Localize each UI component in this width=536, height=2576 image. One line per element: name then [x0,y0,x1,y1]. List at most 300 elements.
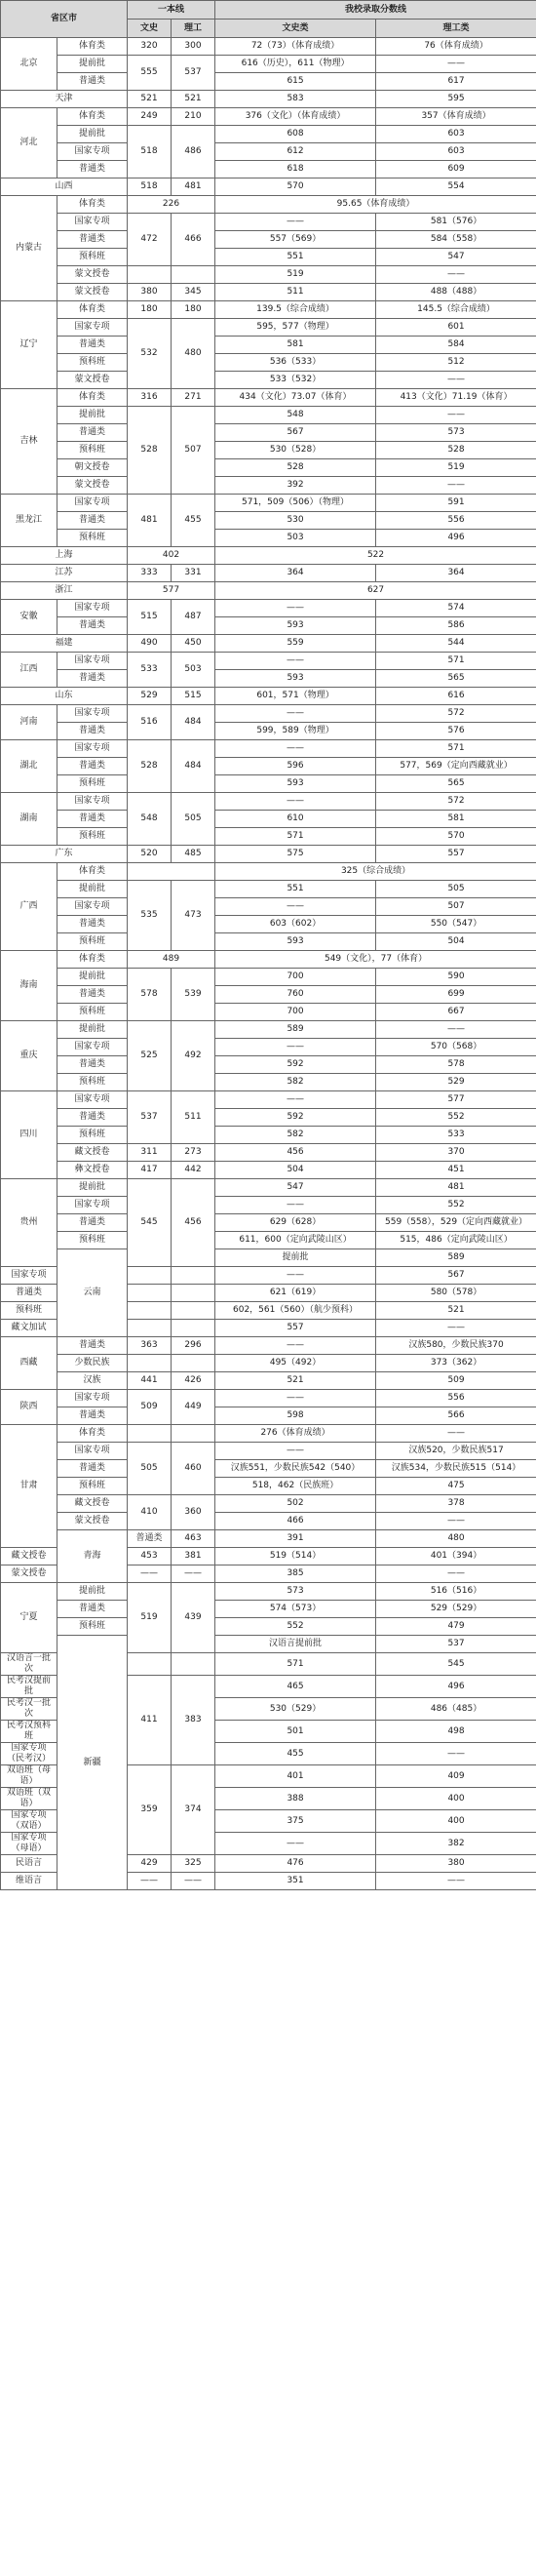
category-cell: 国家专项 [57,898,128,916]
category-cell: 国家专项 [1,1267,57,1285]
category-cell: 藏文授卷 [57,1495,128,1513]
category-cell: 国家专项 [57,495,128,512]
first-batch-wen-cell: 333 [128,565,172,582]
province-cell: 福建 [1,635,128,653]
first-batch-wen-cell: 509 [128,1390,172,1425]
school-line-li-cell: 378 [376,1495,536,1513]
first-batch-cell: 402 [128,547,215,565]
first-batch-li-cell: 481 [172,178,215,196]
table-row [1,793,536,811]
school-line-li-cell: 145.5（综合成绩） [376,301,536,319]
first-batch-wen-cell [128,1285,172,1302]
first-batch-cell: 489 [128,951,215,969]
table-row [1,1636,536,1653]
school-line-wen-cell: 582 [215,1127,376,1144]
school-line-wen-cell: 501 [215,1721,376,1743]
first-batch-li-cell: 484 [172,740,215,793]
category-cell: 提前批 [57,969,128,986]
category-cell: 提前批 [57,407,128,424]
table-row [1,1530,536,1548]
first-batch-li-cell: 473 [172,881,215,951]
school-line-li-cell: 603 [376,143,536,161]
school-line-li-cell: —— [376,1565,536,1583]
school-line-li-cell: —— [376,56,536,73]
category-cell: 普通类 [57,758,128,775]
province-cell: 云南 [57,1249,128,1337]
category-cell: 提前批 [57,56,128,73]
school-line-wen-cell: 700 [215,969,376,986]
category-cell: 汉语言一批次 [1,1653,57,1676]
first-batch-wen-cell [128,266,172,284]
category-cell: 双语班（双语） [1,1788,57,1810]
table-row [1,916,536,933]
category-cell: 民考汉预科班 [1,1721,57,1743]
school-line-wen-cell: 551 [215,249,376,266]
header-like: 理工类 [376,20,536,38]
table-row [1,319,536,337]
school-line-wen-cell: 575 [215,846,376,863]
table-row [1,617,536,635]
category-cell: 普通类 [57,512,128,530]
school-line-li-cell: 373（362） [376,1355,536,1372]
category-cell: 国家专项 [57,1039,128,1056]
category-cell: 体育类 [57,108,128,126]
first-batch-li-cell: 515 [172,688,215,705]
school-line-li-cell: 576 [376,723,536,740]
table-row [1,1407,536,1425]
category-cell: 国家专项 [57,214,128,231]
table-row [1,1144,536,1162]
province-cell: 吉林 [1,389,57,495]
school-line-wen-cell: —— [215,1390,376,1407]
school-line-wen-cell: 480 [376,1530,536,1548]
school-line-li-cell: 559（558），529（定向西藏就业） [376,1214,536,1232]
first-batch-wen-cell [128,1320,172,1337]
first-batch-wen-cell: 532 [128,319,172,389]
table-row [1,1443,536,1460]
school-line-wen-cell: 528 [215,459,376,477]
school-line-wen-cell: 519 [215,266,376,284]
school-line-wen-cell: 392 [215,477,376,495]
category-cell: 普通类 [128,1530,172,1548]
category-cell: 普通类 [57,1601,128,1618]
school-line-wen-cell: 593 [215,670,376,688]
school-line-li-cell: 479 [376,1618,536,1636]
school-line-wen-cell: 618 [215,161,376,178]
table-row [1,1390,536,1407]
first-batch-cell: 577 [128,582,215,600]
school-line-li-cell: 汉族580，少数民族370 [376,1337,536,1355]
table-row [1,1214,536,1232]
first-batch-li-cell [172,1425,215,1443]
first-batch-li-cell: 503 [172,653,215,688]
first-batch-wen-cell: 518 [128,126,172,178]
school-line-li-cell: 577，569（定向西藏就业） [376,758,536,775]
school-line-li-cell: 572 [376,793,536,811]
school-line-wen-cell: 621（619） [215,1285,376,1302]
header-school-line: 我校录取分数线 [215,1,536,20]
school-line-li-cell: 486（485） [376,1698,536,1721]
school-line-wen-cell: 533（532） [215,372,376,389]
table-row [1,442,536,459]
first-batch-li-cell: 345 [172,284,215,301]
school-line-li-cell: 550（547） [376,916,536,933]
school-line-li-cell: 400 [376,1810,536,1833]
first-batch-wen-cell: 518 [128,178,172,196]
first-batch-li-cell: 391 [215,1530,376,1548]
school-line-wen-cell: 599，589（物理） [215,723,376,740]
school-line-li-cell: 544 [376,635,536,653]
category-cell: 藏文加试 [1,1320,57,1337]
first-batch-li-cell [172,1302,215,1320]
school-line-wen-cell: 582 [215,1074,376,1091]
category-cell: 国家专项 [57,793,128,811]
table-row [1,1337,536,1355]
table-row [1,1425,536,1443]
school-line-wen-cell: 595，577（物理） [215,319,376,337]
first-batch-wen-cell: 481 [128,495,172,547]
first-batch-li-cell: 480 [172,319,215,389]
school-line-li-cell: —— [376,477,536,495]
school-line-li-cell: 699 [376,986,536,1004]
category-cell: 提前批 [57,881,128,898]
first-batch-wen-cell: 525 [128,1021,172,1091]
first-batch-li-cell: 210 [172,108,215,126]
first-batch-li-cell: 180 [172,301,215,319]
table-row [1,740,536,758]
school-line-li-cell: 515，486（定向武陵山区） [376,1232,536,1249]
school-line-li-cell: 574 [376,600,536,617]
category-cell: 国家专项 [57,600,128,617]
first-batch-li-cell: 537 [172,56,215,91]
school-line-li-cell: 451 [376,1162,536,1179]
category-cell: 提前批 [57,1021,128,1039]
table-row [1,1074,536,1091]
category-cell: 普通类 [1,1285,57,1302]
first-batch-li-cell [172,1285,215,1302]
table-row [1,688,536,705]
first-batch-wen-cell: 529 [128,688,172,705]
table-row [1,1355,536,1372]
province-cell: 青海 [57,1530,128,1583]
school-line-li-cell: 571 [376,740,536,758]
table-row [1,266,536,284]
first-batch-li-cell: 360 [172,1495,215,1530]
first-batch-wen-cell: 490 [128,635,172,653]
school-line-wen-cell: 592 [215,1056,376,1074]
category-cell: 预科班 [57,1232,128,1249]
category-cell: 普通类 [57,161,128,178]
school-line-li-cell: 565 [376,775,536,793]
table-row [1,811,536,828]
first-batch-cell: 226 [128,196,215,214]
school-line-li-cell: 595 [376,91,536,108]
category-cell: 普通类 [57,916,128,933]
table-row [1,1056,536,1074]
category-cell: 蒙文授卷 [1,1565,57,1583]
table-row [1,1460,536,1478]
table-row [1,986,536,1004]
first-batch-li-cell: 273 [172,1144,215,1162]
first-batch-wen-cell [128,1355,172,1372]
school-line-li-cell: 76（体育成绩） [376,38,536,56]
school-line-li-cell: 413（文化）71.19（体育） [376,389,536,407]
first-batch-li-cell: 492 [172,1021,215,1091]
table-row [1,1162,536,1179]
school-line-wen-cell: 434（文化）73.07（体育） [215,389,376,407]
table-row [1,951,536,969]
school-line-wen-cell: —— [215,653,376,670]
province-cell: 山西 [1,178,128,196]
school-line-wen-cell: 495（492） [215,1355,376,1372]
table-row [1,108,536,126]
school-line-wen-cell: 573 [215,1583,376,1601]
province-cell: 河南 [1,705,57,740]
school-line-wen-cell: 589 [215,1021,376,1039]
table-row [1,705,536,723]
header-first-batch: 一本线 [128,1,215,20]
school-line-li-cell: —— [376,1425,536,1443]
first-batch-wen-cell: 417 [128,1162,172,1179]
table-row [1,389,536,407]
province-cell: 四川 [1,1091,57,1179]
school-line-li-cell: 507 [376,898,536,916]
school-line-wen-cell: 465 [215,1676,376,1698]
category-cell: 国家专项（母语） [1,1833,57,1855]
school-line-li-cell: 汉族520，少数民族517 [376,1443,536,1460]
first-batch-wen-cell: 320 [128,38,172,56]
school-line-wen-cell: 376（文化）（体育成绩） [215,108,376,126]
school-line-li-cell: 512 [376,354,536,372]
category-cell: 普通类 [57,1109,128,1127]
first-batch-li-cell: 487 [172,600,215,635]
province-cell: 辽宁 [1,301,57,389]
category-cell: 普通类 [57,424,128,442]
school-line-li-cell: 528 [376,442,536,459]
table-row [1,231,536,249]
first-batch-li-cell: 439 [172,1583,215,1653]
school-line-li-cell: 547 [376,249,536,266]
school-line-li-cell: 496 [376,530,536,547]
school-line-wen-cell: 612 [215,143,376,161]
first-batch-wen-cell: 516 [128,705,172,740]
table-row [1,407,536,424]
school-line-li-cell: 529 [376,1074,536,1091]
table-row [1,1618,536,1636]
school-line-wen-cell: 521 [215,1372,376,1390]
first-batch-wen-cell: 535 [128,881,172,951]
first-batch-li-cell: 381 [172,1548,215,1565]
table-row [1,863,536,881]
school-line-li-cell: 617 [376,73,536,91]
table-row [1,1495,536,1513]
school-line-wen-cell: 592 [215,1109,376,1127]
school-line-li-cell: 578 [376,1056,536,1074]
first-batch-wen-cell: 505 [128,1443,172,1495]
school-line-li-cell: 556 [376,1390,536,1407]
school-line-li-cell: 603 [376,126,536,143]
school-line-cell: 549（文化），77（体育） [215,951,536,969]
school-line-li-cell: 567 [376,1267,536,1285]
school-line-li-cell: 581（576） [376,214,536,231]
first-batch-li-cell [172,1653,215,1676]
table-row [1,477,536,495]
school-line-wen-cell: —— [215,740,376,758]
table-row [1,372,536,389]
category-cell: 普通类 [57,337,128,354]
first-batch-li-cell: 521 [172,91,215,108]
category-cell: 少数民族 [57,1355,128,1372]
first-batch-li-cell [172,1320,215,1337]
first-batch-li-cell: 507 [172,407,215,495]
province-cell: 广西 [1,863,57,951]
category-cell: 普通类 [57,986,128,1004]
first-batch-wen-cell: 411 [128,1676,172,1765]
school-line-li-cell: 529（529） [376,1601,536,1618]
category-cell: 维语言 [1,1873,57,1890]
table-row [1,600,536,617]
category-cell: 预科班 [57,442,128,459]
province-cell: 黑龙江 [1,495,57,547]
school-line-wen-cell: 519（514） [215,1548,376,1565]
province-cell: 西藏 [1,1337,57,1390]
first-batch-wen-cell: 441 [128,1372,172,1390]
category-cell: 普通类 [57,231,128,249]
school-line-wen-cell: 589 [376,1249,536,1267]
province-cell: 安徽 [1,600,57,635]
category-cell: 预科班 [57,1127,128,1144]
first-batch-li-cell: 271 [172,389,215,407]
table-row [1,249,536,266]
first-batch-wen-cell: 463 [172,1530,215,1548]
school-line-li-cell: 571 [376,653,536,670]
school-line-wen-cell: 603（602） [215,916,376,933]
category-cell: 国家专项 [57,143,128,161]
school-line-li-cell: 382 [376,1833,536,1855]
school-line-wen-cell: 598 [215,1407,376,1425]
category-cell: 预科班 [57,1074,128,1091]
category-cell: 彝文授卷 [57,1162,128,1179]
category-cell: 蒙文授卷 [57,266,128,284]
first-batch-li-cell [172,1267,215,1285]
school-line-cell: 95.65（体育成绩） [215,196,536,214]
category-cell: 民语言 [1,1855,57,1873]
school-line-wen-cell: 504 [215,1162,376,1179]
school-line-cell: 627 [215,582,536,600]
first-batch-wen-cell: 528 [128,407,172,495]
table-row [1,670,536,688]
school-line-li-cell: 505 [376,881,536,898]
school-line-li-cell: 566 [376,1407,536,1425]
school-line-li-cell: 556 [376,512,536,530]
school-line-wen-cell: 629（628） [215,1214,376,1232]
category-cell: 蒙文授卷 [57,284,128,301]
category-cell: 普通类 [57,1337,128,1355]
school-line-li-cell: 521 [376,1302,536,1320]
province-cell: 广东 [1,846,128,863]
school-line-wen-cell: 610 [215,811,376,828]
table-row [1,547,536,565]
province-cell: 内蒙古 [1,196,57,301]
first-batch-wen-cell: 520 [128,846,172,863]
province-cell: 山东 [1,688,128,705]
province-cell: 湖北 [1,740,57,793]
category-cell: 双语班（母语） [1,1765,57,1788]
province-cell: 江西 [1,653,57,688]
table-row [1,459,536,477]
first-batch-wen-cell: 472 [128,214,172,266]
province-cell: 湖南 [1,793,57,846]
category-cell: 预科班 [57,1618,128,1636]
school-line-wen-cell: 557 [215,1320,376,1337]
school-line-wen-cell: 596 [215,758,376,775]
category-cell: 国家专项 [57,1197,128,1214]
category-cell: 体育类 [57,951,128,969]
category-cell: 国家专项 [57,319,128,337]
school-line-wen-cell: 537 [376,1636,536,1653]
category-cell: 普通类 [57,1214,128,1232]
table-row [1,1179,536,1197]
category-cell: 国家专项（民考汉） [1,1743,57,1765]
school-line-li-cell: 496 [376,1676,536,1698]
school-line-li-cell: 557 [376,846,536,863]
header-li: 理工 [172,20,215,38]
province-cell: 海南 [1,951,57,1021]
school-line-wen-cell: —— [215,1091,376,1109]
header-wen: 文史 [128,20,172,38]
first-batch-wen-cell: 578 [128,969,172,1021]
category-cell: 普通类 [57,723,128,740]
school-line-li-cell: 601 [376,319,536,337]
school-line-li-cell: 498 [376,1721,536,1743]
school-line-li-cell: 357（体育成绩） [376,108,536,126]
first-batch-wen-cell: 521 [128,91,172,108]
category-cell: 民考汉一批次 [1,1698,57,1721]
school-line-li-cell: 509 [376,1372,536,1390]
school-line-wen-cell: 552 [215,1618,376,1636]
category-cell: 汉语言提前批 [215,1636,376,1653]
school-line-wen-cell: 364 [215,565,376,582]
table-row [1,1004,536,1021]
table-row [1,582,536,600]
province-cell: 浙江 [1,582,128,600]
school-line-wen-cell: —— [215,214,376,231]
school-line-li-cell: —— [376,266,536,284]
first-batch-li-cell: 300 [172,38,215,56]
first-batch-li-cell: 466 [172,214,215,266]
school-line-wen-cell: 502 [215,1495,376,1513]
first-batch-wen-cell: 555 [128,56,172,91]
first-batch-li-cell: 505 [172,793,215,846]
table-row [1,1372,536,1390]
school-line-li-cell: 572 [376,705,536,723]
table-row [1,1109,536,1127]
category-cell: 普通类 [57,1056,128,1074]
school-line-wen-cell: 583 [215,91,376,108]
category-cell: 预科班 [57,1004,128,1021]
school-line-li-cell: 409 [376,1765,536,1788]
category-cell: 预科班 [57,775,128,793]
first-batch-li-cell: 449 [172,1390,215,1425]
table-row [1,56,536,73]
first-batch-li-cell: 374 [172,1765,215,1855]
school-line-wen-cell: 466 [215,1513,376,1530]
first-batch-wen-cell: 528 [128,740,172,793]
school-line-wen-cell: 455 [215,1743,376,1765]
category-cell: 普通类 [57,1407,128,1425]
school-line-wen-cell: 601，571（物理） [215,688,376,705]
school-line-wen-cell: —— [215,898,376,916]
